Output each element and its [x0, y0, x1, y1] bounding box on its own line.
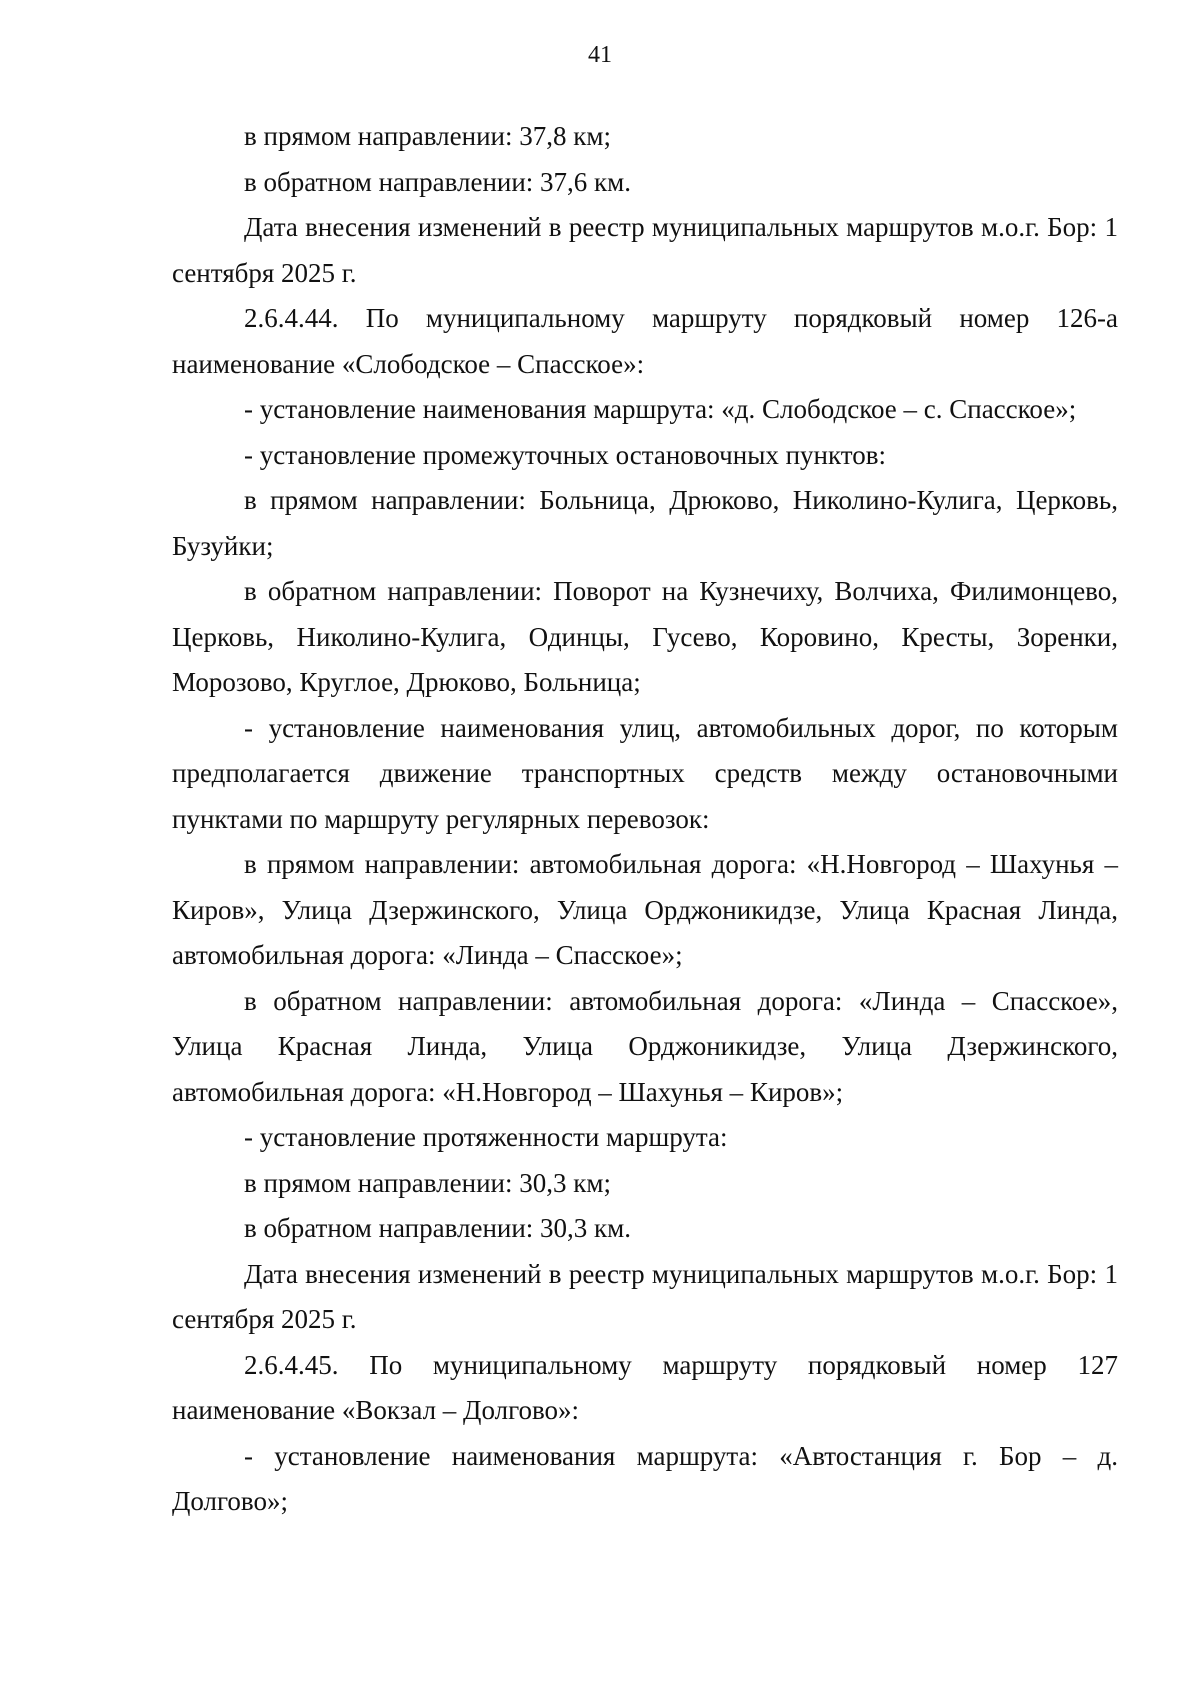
- paragraph-length-heading: - установление протяженности маршрута:: [244, 1122, 728, 1152]
- paragraph-registry-date: Дата внесения изменений в реестр муниципальных маршрутов м.о.г. Бор: 1 сентября 2025 г.: [172, 1258, 1118, 1334]
- paragraph-streets-reverse: в обратном направлении: автомобильная дорога: «Линда – Спасское», Улица Красная Линда, Улица Орджоникидзе, Улица Дзержинского, автомобильная дорога: «Н.Новгород – Шахунья – Киров»;: [172, 985, 1118, 1107]
- paragraph-route-127-heading: 2.6.4.45. По муниципальному маршруту порядковый номер 127 наименование «Вокзал – Долгово»:: [172, 1349, 1118, 1425]
- paragraph-route-126a-name: - установление наименования маршрута: «д. Слободское – с. Спасское»;: [244, 394, 1077, 424]
- paragraph-route-127-name: - установление наименования маршрута: «Автостанция г. Бор – д. Долгово»;: [172, 1440, 1118, 1516]
- paragraph-reverse-distance-prev: в обратном направлении: 37,6 км.: [244, 166, 632, 197]
- document-body: [172, 114, 1118, 1525]
- paragraph-stops-forward: в прямом направлении: Больница, Дрюково, Николино-Кулига, Церковь, Бузуйки;: [172, 485, 1118, 561]
- paragraph-route-126a-heading: 2.6.4.44. По муниципальному маршруту порядковый номер 126-а наименование «Слободское – Спасское»:: [172, 303, 1118, 379]
- page-number: 41: [588, 42, 612, 68]
- paragraph-length-forward: в прямом направлении: 30,3 км;: [244, 1167, 611, 1198]
- paragraph-stops-heading: - установление промежуточных остановочных пунктов:: [244, 439, 886, 470]
- paragraph-forward-distance-prev: в прямом направлении: 37,8 км;: [244, 121, 611, 151]
- paragraph-length-reverse: в обратном направлении: 30,3 км.: [244, 1213, 632, 1243]
- paragraph-registry-date-prev: Дата внесения изменений в реестр муниципальных маршрутов м.о.г. Бор: 1 сентября 2025 г.: [172, 212, 1118, 288]
- paragraph-stops-reverse: в обратном направлении: Поворот на Кузнечиху, Волчиха, Филимонцево, Церковь, Николино-Кулига, Одинцы, Гусево, Коровино, Кресты, Зоренки, Морозово, Круглое, Дрюково, Больница;: [172, 576, 1118, 697]
- paragraph-streets-heading: - установление наименования улиц, автомобильных дорог, по которым предполагается движение транспортных средств между остановочными пунктами по маршруту регулярных перевозок:: [172, 712, 1118, 834]
- paragraph-streets-forward: в прямом направлении: автомобильная дорога: «Н.Новгород – Шахунья – Киров», Улица Дзержинского, Улица Орджоникидзе, Улица Красная Линда, автомобильная дорога: «Линда – Спасское»;: [172, 849, 1118, 970]
